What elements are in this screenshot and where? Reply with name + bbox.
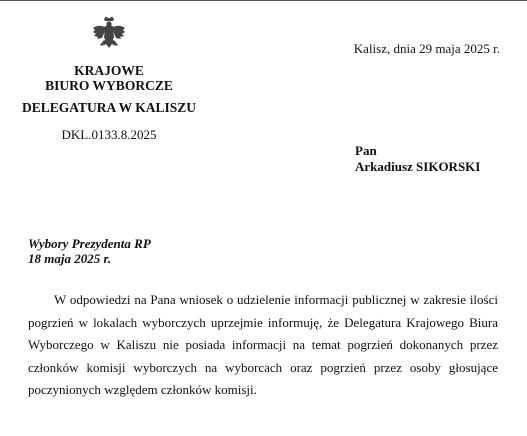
letter-body-paragraph: W odpowiedzi na Pana wniosek o udzielenie informacji publicznej w zakresie ilości pogrzień w lokalach wyborczych uprzejmie informuję, że Delegatura Krajowego Biura Wyborczego w Kaliszu nie posiada informacji na temat pogrzień dokonanych przez członków komisji wyborczych na wyborcach oraz pogrzień przez osoby głosujące poczynionych względem członków komisji.: [28, 292, 498, 398]
office-name-line-2: BIURO WYBORCZE: [45, 78, 173, 93]
delegation-name: DELEGATURA W KALISZU: [21, 100, 197, 115]
top-border-line: [0, 0, 527, 1]
office-name-line-1: KRAJOWE: [74, 63, 144, 78]
reference-number: DKL.0133.8.2025: [61, 127, 157, 142]
place-and-date: Kalisz, dnia 29 maja 2025 r.: [353, 41, 500, 56]
recipient-name: Arkadiusz SIKORSKI: [355, 159, 481, 174]
recipient-salutation: Pan: [355, 143, 377, 158]
subject-line-2: 18 maja 2025 r.: [28, 251, 112, 266]
polish-eagle-emblem-icon: [92, 16, 126, 54]
subject-line-1: Wybory Prezydenta RP: [28, 236, 151, 251]
